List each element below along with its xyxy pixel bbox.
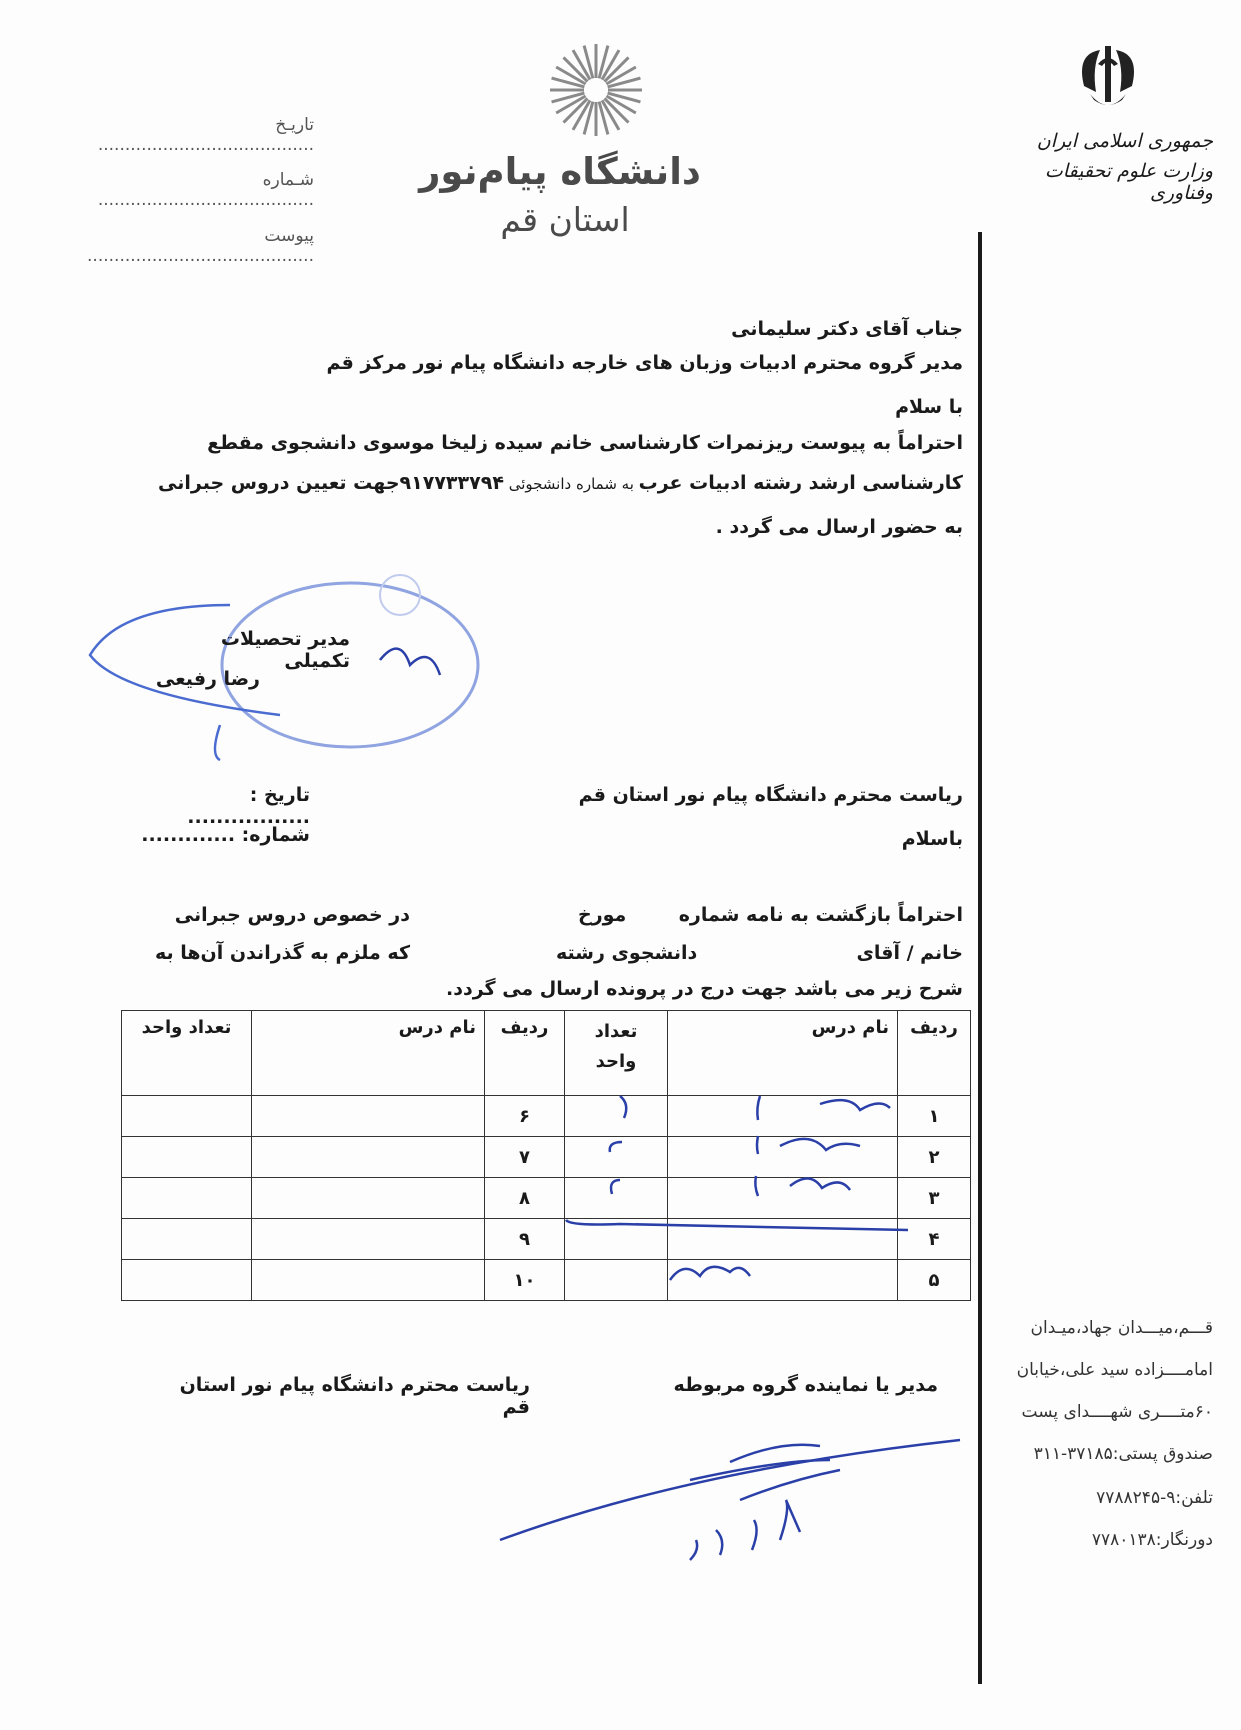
address-line2: امامــــزاده سید علی،خیابان bbox=[1016, 1360, 1213, 1380]
cell bbox=[122, 1219, 252, 1260]
reply-line1-c: در خصوص دروس جبرانی bbox=[174, 904, 410, 926]
cell bbox=[122, 1096, 252, 1137]
address-fax: دورنگار:۷۷۸۰۱۳۸ bbox=[1091, 1530, 1213, 1550]
row-number-right: ۴ bbox=[898, 1219, 971, 1260]
handwritten-entries bbox=[560, 1090, 920, 1300]
header-course-left: نام درس bbox=[252, 1011, 485, 1096]
address-phone: تلفن:۹-۷۷۸۸۲۴۵ bbox=[1096, 1488, 1213, 1508]
stamp-name: رضا رفیعی bbox=[155, 668, 260, 690]
letter-body-line2 bbox=[158, 472, 963, 494]
province-name: استان قم bbox=[500, 200, 630, 239]
number-field: شـماره ........................................ bbox=[97, 170, 314, 210]
university-name: دانشگاه پیام‌نور bbox=[419, 150, 701, 193]
cell bbox=[122, 1260, 252, 1301]
letter-body-line3: به حضور ارسال می گردد . bbox=[715, 516, 963, 538]
letter-body-line1: احتراماً به پیوست ریزنمرات کارشناسی خانم سیده زلیخا موسوی دانشجوی مقطع bbox=[207, 432, 963, 454]
row-number-left: ۷ bbox=[485, 1137, 565, 1178]
header-row-right: ردیف bbox=[898, 1011, 971, 1096]
row-number-left: ۶ bbox=[485, 1096, 565, 1137]
date-field: تاریـخ ........................................ bbox=[97, 115, 314, 155]
reply-line1-a: احتراماً بازگشت به نامه شماره bbox=[678, 904, 963, 926]
cell bbox=[252, 1096, 485, 1137]
cell bbox=[252, 1219, 485, 1260]
attachment-field: پیوست .......................................... bbox=[87, 226, 314, 266]
reply-line2-b: دانشجوی رشته bbox=[556, 942, 698, 964]
reply-addressee: ریاست محترم دانشگاه پیام نور استان قم bbox=[578, 784, 963, 806]
ministry-line1: جمهوری اسلامی ایران bbox=[1036, 130, 1213, 152]
cell bbox=[122, 1137, 252, 1178]
group-manager-signature-label: مدیر یا نماینده گروه مربوطه bbox=[673, 1374, 938, 1396]
row-number-left: ۹ bbox=[485, 1219, 565, 1260]
margin-rule bbox=[978, 232, 982, 1684]
cell bbox=[252, 1178, 485, 1219]
reply-number-field: شماره: ............. bbox=[141, 824, 310, 846]
address-line1: قـــم،میـــدان جهاد،میـدان bbox=[1030, 1318, 1213, 1338]
reply-line2-a: خانم / آقای bbox=[856, 942, 963, 964]
letter-recipient-title: مدیر گروه محترم ادبیات وزبان های خارجه دانشگاه پیام نور مرکز قم bbox=[326, 352, 963, 374]
cell bbox=[122, 1178, 252, 1219]
address-line3: ۶۰متــــری شهــــدای پست bbox=[1021, 1402, 1213, 1422]
body-line2-mid: به شماره دانشجوئی bbox=[503, 475, 639, 493]
reply-line2-c: که ملزم به گذراندن آن‌ها به bbox=[154, 942, 410, 964]
address-po-box: صندوق پستی:۳۷۱۸۵-۳۱۱ bbox=[1033, 1444, 1213, 1464]
table-header-row bbox=[122, 1011, 971, 1096]
header-row-left: ردیف bbox=[485, 1011, 565, 1096]
handwritten-signature bbox=[490, 1410, 970, 1580]
cell bbox=[252, 1260, 485, 1301]
body-line2-number: ۹۱۷۷۳۳۷۹۴جهت تعیین دروس جبرانی bbox=[158, 472, 504, 494]
row-number-left: ۸ bbox=[485, 1178, 565, 1219]
payame-noor-logo-icon bbox=[546, 40, 646, 140]
reply-line3: شرح زیر می باشد جهت درج در پرونده ارسال می گردد. bbox=[446, 978, 963, 1000]
reply-greeting: باسلام bbox=[901, 828, 963, 850]
row-number-right: ۵ bbox=[898, 1260, 971, 1301]
stamp-title: مدیر تحصیلات تکمیلی bbox=[220, 628, 350, 672]
body-line2-field: کارشناسی ارشد رشته ادبیات عرب bbox=[638, 472, 963, 494]
header-units-left: تعداد واحد bbox=[122, 1011, 252, 1096]
reply-date-field: تاریخ : ................. bbox=[187, 784, 310, 828]
iran-emblem-icon bbox=[1062, 46, 1154, 124]
cell bbox=[252, 1137, 485, 1178]
reply-line1-b: مورخ bbox=[578, 904, 627, 926]
letter-greeting: با سلام bbox=[895, 396, 963, 418]
row-number-right: ۱ bbox=[898, 1096, 971, 1137]
ministry-line2: وزارت علوم تحقیقات وفناوری bbox=[1044, 160, 1213, 204]
row-number-right: ۲ bbox=[898, 1137, 971, 1178]
president-signature-label: ریاست محترم دانشگاه پیام نور استان قم bbox=[179, 1374, 530, 1418]
row-number-left: ۱۰ bbox=[485, 1260, 565, 1301]
header-course-right: نام درس bbox=[668, 1011, 898, 1096]
row-number-right: ۳ bbox=[898, 1178, 971, 1219]
header-units-right: تعداد واحد bbox=[565, 1011, 668, 1096]
letter-recipient: جناب آقای دکتر سلیمانی bbox=[731, 318, 963, 340]
